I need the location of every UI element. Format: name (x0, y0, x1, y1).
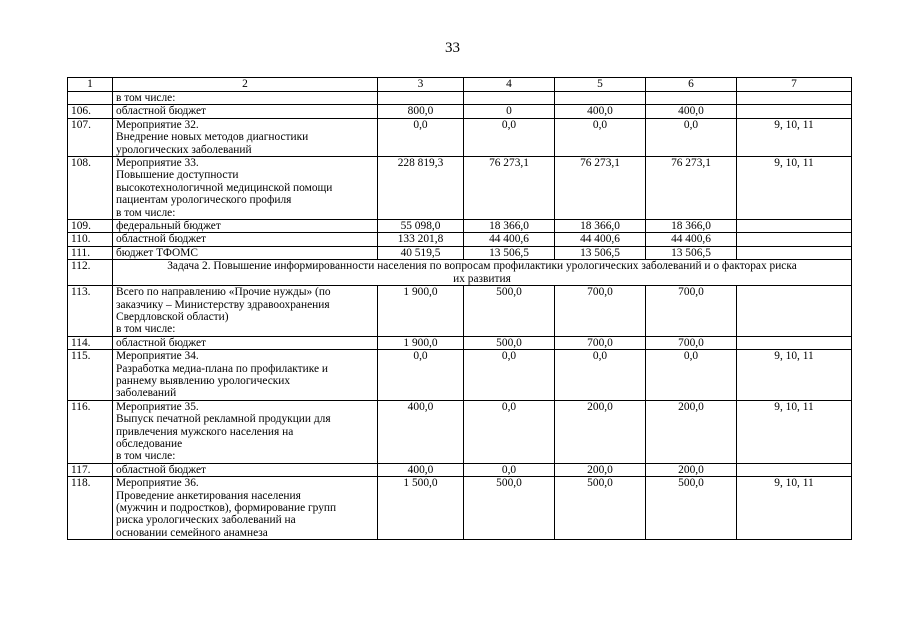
amount-cell-col4: 0,0 (464, 463, 555, 476)
item-name-line: в том числе: (116, 92, 176, 104)
amount-cell-col4 (464, 92, 555, 105)
item-name-line: риска урологических заболеваний на (116, 514, 296, 527)
item-name-line: Мероприятие 36. (116, 477, 199, 490)
table-row (68, 400, 852, 463)
amount-cell-col5: 76 273,1 (555, 157, 646, 220)
amount-cell-col3: 0,0 (378, 350, 464, 401)
amount-cell-col4: 0,0 (464, 350, 555, 401)
item-name-line: привлечения мужского населения на (116, 425, 294, 438)
indicator-ref-cell (737, 463, 852, 476)
header-cell: 7 (737, 78, 852, 92)
row-number: 116. (68, 400, 113, 463)
item-name-line: в том числе: (116, 323, 176, 336)
page-number: 33 (445, 40, 460, 56)
item-name-line: Разработка медиа-плана по профилактике и (116, 362, 328, 375)
amount-cell-col6: 76 273,1 (646, 157, 737, 220)
amount-cell-col5: 44 400,6 (555, 233, 646, 246)
item-name-line: областной бюджет (116, 336, 206, 349)
row-number: 111. (68, 246, 113, 259)
amount-cell-col6: 200,0 (646, 400, 737, 463)
row-number (68, 92, 113, 105)
item-name-cell (113, 463, 378, 476)
amount-cell-col4: 13 506,5 (464, 246, 555, 259)
item-name-line: Внедрение новых методов диагностики (116, 131, 309, 144)
item-name-cell (113, 350, 378, 401)
item-name-line: раннему выявлению урологических (116, 374, 291, 387)
amount-cell-col5 (555, 92, 646, 105)
item-name-line: в том числе: (116, 450, 176, 463)
amount-cell-col5: 200,0 (555, 400, 646, 463)
item-name-line: высокотехнологичной медицинской помощи (116, 181, 333, 194)
indicator-ref-cell (737, 220, 852, 233)
amount-cell-col6: 18 366,0 (646, 220, 737, 233)
row-number: 106. (68, 105, 113, 118)
task-heading-line: их развития (453, 272, 511, 285)
item-name-cell (113, 105, 378, 118)
table-row (68, 477, 852, 540)
item-name-line: заказчику – Министерству здравоохранения (116, 298, 330, 311)
amount-cell-col5: 0,0 (555, 118, 646, 156)
indicator-ref-cell (737, 336, 852, 349)
amount-cell-col4: 500,0 (464, 336, 555, 349)
header-cell: 1 (68, 78, 113, 92)
indicator-ref-cell (737, 286, 852, 337)
amount-cell-col6: 44 400,6 (646, 233, 737, 246)
header-cell: 4 (464, 78, 555, 92)
item-name-line: Мероприятие 33. (116, 157, 199, 170)
amount-cell-col5: 700,0 (555, 336, 646, 349)
amount-cell-col4: 500,0 (464, 477, 555, 540)
item-name-line: Мероприятие 35. (116, 400, 199, 413)
header-cell: 5 (555, 78, 646, 92)
table-row (68, 336, 852, 349)
amount-cell-col3 (378, 92, 464, 105)
indicator-ref-cell: 9, 10, 11 (737, 477, 852, 540)
item-name-line: областной бюджет (116, 105, 206, 118)
table-body (68, 78, 852, 540)
item-name-cell (113, 286, 378, 337)
table-row (68, 463, 852, 476)
amount-cell-col3: 133 201,8 (378, 233, 464, 246)
budget-table (67, 77, 852, 540)
item-name-line: Всего по направлению «Прочие нужды» (по (116, 286, 331, 299)
item-name-line: областной бюджет (116, 463, 206, 476)
item-name-cell (113, 220, 378, 233)
item-name-line: Мероприятие 32. (116, 118, 199, 131)
row-number: 113. (68, 286, 113, 337)
amount-cell-col3: 1 900,0 (378, 286, 464, 337)
amount-cell-col3: 0,0 (378, 118, 464, 156)
item-name-line: заболеваний (116, 387, 177, 400)
row-number: 109. (68, 220, 113, 233)
amount-cell-col5: 0,0 (555, 350, 646, 401)
indicator-ref-cell (737, 233, 852, 246)
indicator-ref-cell: 9, 10, 11 (737, 157, 852, 220)
amount-cell-col5: 200,0 (555, 463, 646, 476)
item-name-line: Повышение доступности (116, 169, 239, 182)
header-cell: 3 (378, 78, 464, 92)
item-name-line: (мужчин и подростков), формирование групп (116, 502, 337, 514)
row-number: 108. (68, 157, 113, 220)
item-name-cell (113, 400, 378, 463)
table-row (68, 246, 852, 259)
amount-cell-col4: 0 (464, 105, 555, 118)
item-name-cell (113, 157, 378, 220)
item-name-line: обследование (116, 437, 183, 450)
amount-cell-col4: 18 366,0 (464, 220, 555, 233)
amount-cell-col6: 0,0 (646, 118, 737, 156)
amount-cell-col5: 700,0 (555, 286, 646, 337)
amount-cell-col4: 44 400,6 (464, 233, 555, 246)
amount-cell-col5: 500,0 (555, 477, 646, 540)
table-row (68, 92, 852, 105)
amount-cell-col3: 55 098,0 (378, 220, 464, 233)
task-heading-cell (113, 260, 852, 286)
amount-cell-col4: 0,0 (464, 118, 555, 156)
item-name-cell (113, 92, 378, 105)
item-name-line: Выпуск печатной рекламной продукции для (116, 413, 331, 426)
amount-cell-col3: 1 500,0 (378, 477, 464, 540)
row-number: 115. (68, 350, 113, 401)
table-row (68, 157, 852, 220)
item-name-line: пациентам урологического профиля (116, 194, 292, 207)
amount-cell-col4: 76 273,1 (464, 157, 555, 220)
row-number: 114. (68, 336, 113, 349)
item-name-cell (113, 233, 378, 246)
table-row (68, 118, 852, 156)
amount-cell-col3: 400,0 (378, 463, 464, 476)
item-name-cell (113, 336, 378, 349)
amount-cell-col5: 13 506,5 (555, 246, 646, 259)
amount-cell-col6: 700,0 (646, 336, 737, 349)
row-number: 107. (68, 118, 113, 156)
item-name-line: Мероприятие 34. (116, 350, 199, 363)
indicator-ref-cell: 9, 10, 11 (737, 400, 852, 463)
amount-cell-col6: 0,0 (646, 350, 737, 401)
item-name-line: бюджет ТФОМС (116, 246, 198, 259)
amount-cell-col4: 500,0 (464, 286, 555, 337)
amount-cell-col3: 228 819,3 (378, 157, 464, 220)
amount-cell-col3: 40 519,5 (378, 246, 464, 259)
amount-cell-col3: 400,0 (378, 400, 464, 463)
amount-cell-col3: 1 900,0 (378, 336, 464, 349)
table-row (68, 105, 852, 118)
item-name-cell (113, 477, 378, 540)
indicator-ref-cell (737, 246, 852, 259)
amount-cell-col6: 200,0 (646, 463, 737, 476)
row-number: 117. (68, 463, 113, 476)
amount-cell-col3: 800,0 (378, 105, 464, 118)
item-name-cell (113, 246, 378, 259)
indicator-ref-cell: 9, 10, 11 (737, 350, 852, 401)
amount-cell-col5: 400,0 (555, 105, 646, 118)
amount-cell-col6: 500,0 (646, 477, 737, 540)
item-name-line: областной бюджет (116, 233, 206, 246)
header-cell: 6 (646, 78, 737, 92)
item-name-cell (113, 118, 378, 156)
header-cell: 2 (113, 78, 378, 92)
item-name-line: основании семейного анамнеза (116, 526, 268, 539)
amount-cell-col6: 400,0 (646, 105, 737, 118)
row-number: 112. (68, 260, 113, 286)
amount-cell-col4: 0,0 (464, 400, 555, 463)
table-row (68, 220, 852, 233)
amount-cell-col6 (646, 92, 737, 105)
table-row (68, 233, 852, 246)
task-heading-line: Задача 2. Повышение информированности населения по вопросам профилактики урологических заболеваний и о факторах риска (167, 260, 797, 273)
amount-cell-col5: 18 366,0 (555, 220, 646, 233)
indicator-ref-cell: 9, 10, 11 (737, 118, 852, 156)
item-name-line: урологических заболеваний (116, 143, 252, 156)
item-name-line: в том числе: (116, 206, 176, 219)
table-row (68, 260, 852, 286)
table-header-row (68, 78, 852, 92)
item-name-line: Проведение анкетирования населения (116, 489, 301, 502)
item-name-line: федеральный бюджет (116, 220, 221, 233)
indicator-ref-cell (737, 105, 852, 118)
amount-cell-col6: 700,0 (646, 286, 737, 337)
item-name-line: Свердловской области) (116, 310, 229, 323)
row-number: 110. (68, 233, 113, 246)
amount-cell-col6: 13 506,5 (646, 246, 737, 259)
table-row (68, 350, 852, 401)
table-row (68, 286, 852, 337)
row-number: 118. (68, 477, 113, 540)
indicator-ref-cell (737, 92, 852, 105)
